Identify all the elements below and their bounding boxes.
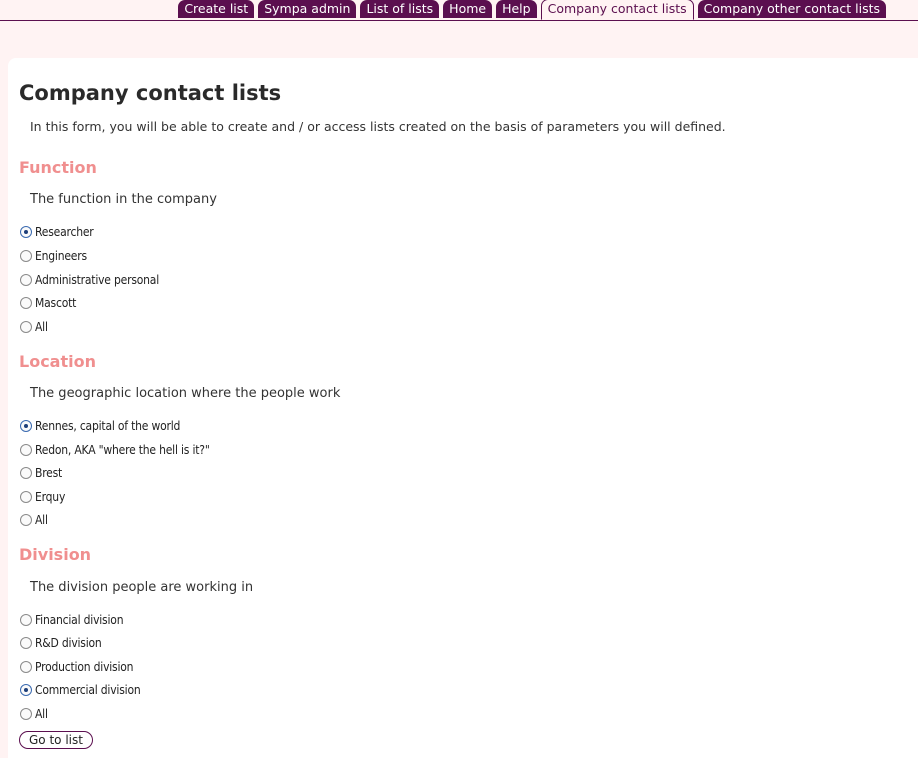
radio-label: All [35, 513, 48, 527]
radio-label: Researcher [35, 225, 94, 239]
top-tab-bar [0, 0, 918, 21]
section-description-division: The division people are working in [30, 580, 254, 595]
radio-button-icon[interactable] [20, 491, 32, 503]
tab-list [178, 0, 886, 20]
radio-button-icon[interactable] [20, 514, 32, 526]
radio-label: R&D division [35, 636, 102, 650]
radio-option-location-all[interactable] [20, 512, 48, 528]
radio-label: Brest [35, 466, 63, 480]
section-title-division: Division [19, 545, 92, 564]
page-title: Company contact lists [19, 81, 282, 105]
radio-label: Commercial division [35, 683, 141, 697]
section-title-location: Location [19, 352, 96, 371]
radio-option-administrative-personal[interactable] [20, 272, 159, 288]
radio-button-icon[interactable] [20, 708, 32, 720]
radio-option-engineers[interactable] [20, 248, 87, 264]
radio-button-icon[interactable] [20, 444, 32, 456]
radio-label: All [35, 707, 48, 721]
radio-button-icon[interactable] [20, 297, 32, 309]
radio-option-division-all[interactable] [20, 706, 48, 722]
tab-home[interactable]: Home [443, 0, 492, 18]
radio-option-rennes[interactable] [20, 418, 180, 434]
tab-create-list[interactable]: Create list [178, 0, 254, 18]
radio-button-icon[interactable] [20, 614, 32, 626]
radio-label: Engineers [35, 249, 87, 263]
tab-company-contact-lists[interactable]: Company contact lists [541, 0, 694, 20]
radio-button-icon[interactable] [20, 684, 32, 696]
radio-button-icon[interactable] [20, 250, 32, 262]
radio-option-financial-division[interactable] [20, 612, 123, 628]
radio-label: Production division [35, 660, 134, 674]
section-description-location: The geographic location where the people work [30, 386, 341, 401]
radio-option-redon[interactable] [20, 442, 210, 458]
radio-label: Rennes, capital of the world [35, 419, 181, 433]
radio-option-production-division[interactable] [20, 659, 133, 675]
radio-label: Administrative personal [35, 273, 160, 287]
radio-label: Redon, AKA "where the hell is it?" [35, 443, 210, 457]
content-panel [8, 58, 918, 758]
radio-button-icon[interactable] [20, 661, 32, 673]
radio-button-icon[interactable] [20, 274, 32, 286]
radio-option-function-all[interactable] [20, 319, 48, 335]
section-description-function: The function in the company [30, 192, 217, 207]
tab-company-other-contact-lists[interactable]: Company other contact lists [698, 0, 886, 18]
radio-label: Erquy [35, 490, 66, 504]
go-to-list-button[interactable]: Go to list [19, 731, 93, 749]
radio-option-brest[interactable] [20, 465, 62, 481]
radio-label: All [35, 320, 48, 334]
radio-button-icon[interactable] [20, 321, 32, 333]
radio-option-rd-division[interactable] [20, 635, 102, 651]
radio-button-icon[interactable] [20, 420, 32, 432]
radio-option-mascott[interactable] [20, 295, 76, 311]
radio-label: Financial division [35, 613, 124, 627]
radio-option-commercial-division[interactable] [20, 682, 141, 698]
tab-list-of-lists[interactable]: List of lists [360, 0, 439, 18]
radio-option-erquy[interactable] [20, 489, 65, 505]
radio-button-icon[interactable] [20, 637, 32, 649]
section-title-function: Function [19, 158, 97, 177]
tab-help[interactable]: Help [496, 0, 537, 18]
radio-button-icon[interactable] [20, 226, 32, 238]
radio-label: Mascott [35, 296, 77, 310]
tab-sympa-admin[interactable]: Sympa admin [258, 0, 356, 18]
radio-option-researcher[interactable] [20, 224, 94, 240]
intro-text: In this form, you will be able to create and / or access lists created on the basis of parameters you will defined. [30, 119, 726, 134]
radio-button-icon[interactable] [20, 467, 32, 479]
